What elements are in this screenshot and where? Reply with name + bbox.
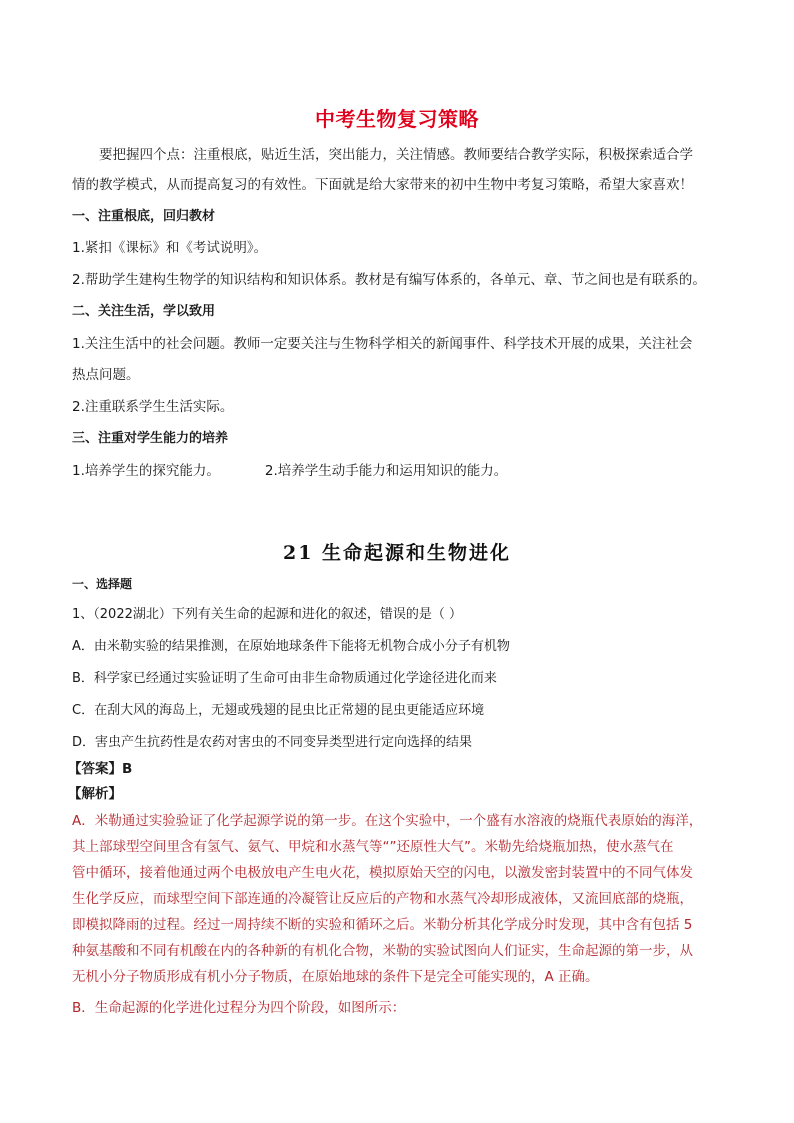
- analysis-line-8: B．生命起源的化学进化过程分为四个阶段，如图所示：: [72, 1000, 406, 1016]
- section-2-item-1: 1.关注生活中的社会问题。教师一定要关注与生物科学相关的新闻事件、科学技术开展的成果，关注社会: [72, 336, 693, 352]
- answer-label: 【答案】B: [68, 761, 133, 777]
- analysis-line-4: 生化学反应，而球型空间下部连通的冷凝管让反应后的产物和水蒸气冷却形成液体，又流回底部的烧瓶，: [72, 891, 693, 907]
- section-3-item-1: 1.培养学生的探究能力。: [72, 463, 220, 479]
- section-1-item-1: 1.紧扣《课标》和《考试说明》。: [72, 240, 268, 256]
- section-heading-1: 一、注重根底，回归教材: [72, 209, 216, 224]
- option-c: C．在刮大风的海岛上，无翅或残翅的昆虫比正常翅的昆虫更能适应环境: [72, 703, 485, 718]
- section-3-item-2: 2.培养学生动手能力和运用知识的能力。: [264, 463, 508, 479]
- option-a: A．由米勒实验的结果推测，在原始地球条件下能将无机物合成小分子有机物: [72, 639, 510, 654]
- section-3-items: [72, 461, 732, 481]
- analysis-line-7: 无机小分子物质形成有机小分子物质，在原始地球的条件下是完全可能实现的，A 正确。: [72, 969, 599, 985]
- analysis-line-1: A．米勒通过实验验证了化学起源学说的第一步。在这个实验中，一个盛有水溶液的烧瓶代表原始的海洋，: [72, 813, 703, 829]
- section-2-item-1-cont: 热点问题。: [72, 367, 140, 383]
- section-2-item-2: 2.注重联系学生生活实际。: [72, 399, 234, 415]
- analysis-line-3: 管中循环，接着他通过两个电极放电产生电火花，模拟原始天空的闪电，以激发密封装置中的不同气体发: [72, 865, 693, 881]
- analysis-line-6: 种氨基酸和不同有机酸在内的各种新的有机化合物，米勒的实验试图向人们证实，生命起源的第一步，从: [72, 943, 693, 959]
- intro-line-1: 要把握四个点：注重根底，贴近生活，突出能力，关注情感。教师要结合教学实际，积极探索适合学: [99, 147, 693, 163]
- analysis-line-2: 其上部球型空间里含有氢气、氨气、甲烷和水蒸气等“”还原性大气”。米勒先给烧瓶加热，使水蒸气在: [72, 839, 674, 855]
- option-d: D．害虫产生抗药性是农药对害虫的不同变异类型进行定向选择的结果: [72, 735, 473, 750]
- question-stem: 1、（2022湖北）下列有关生命的起源和进化的叙述，错误的是（ ）: [72, 607, 462, 622]
- analysis-line-5: 即模拟降雨的过程。经过一周持续不断的实验和循环之后。米勒分析其化学成分时发现，其中含有包括 5: [72, 917, 693, 933]
- chapter-title: 21 生命起源和生物进化: [282, 542, 512, 564]
- section-1-item-2: 2.帮助学生建构生物学的知识结构和知识体系。教材是有编写体系的，各单元、章、节之间也是有联系的。: [72, 272, 706, 288]
- section-heading-2: 二、关注生活，学以致用: [72, 304, 216, 319]
- page-title: 中考生物复习策略: [315, 107, 479, 131]
- section-heading-3: 三、注重对学生能力的培养: [72, 431, 229, 446]
- option-b: B．科学家已经通过实验证明了生命可由非生命物质通过化学途径进化而来: [72, 671, 497, 686]
- choice-section-label: 一、选择题: [72, 577, 133, 591]
- intro-line-2: 情的教学模式，从而提高复习的有效性。下面就是给大家带来的初中生物中考复习策略，希望大家喜欢！: [72, 177, 693, 193]
- analysis-label: 【解析】: [68, 786, 122, 802]
